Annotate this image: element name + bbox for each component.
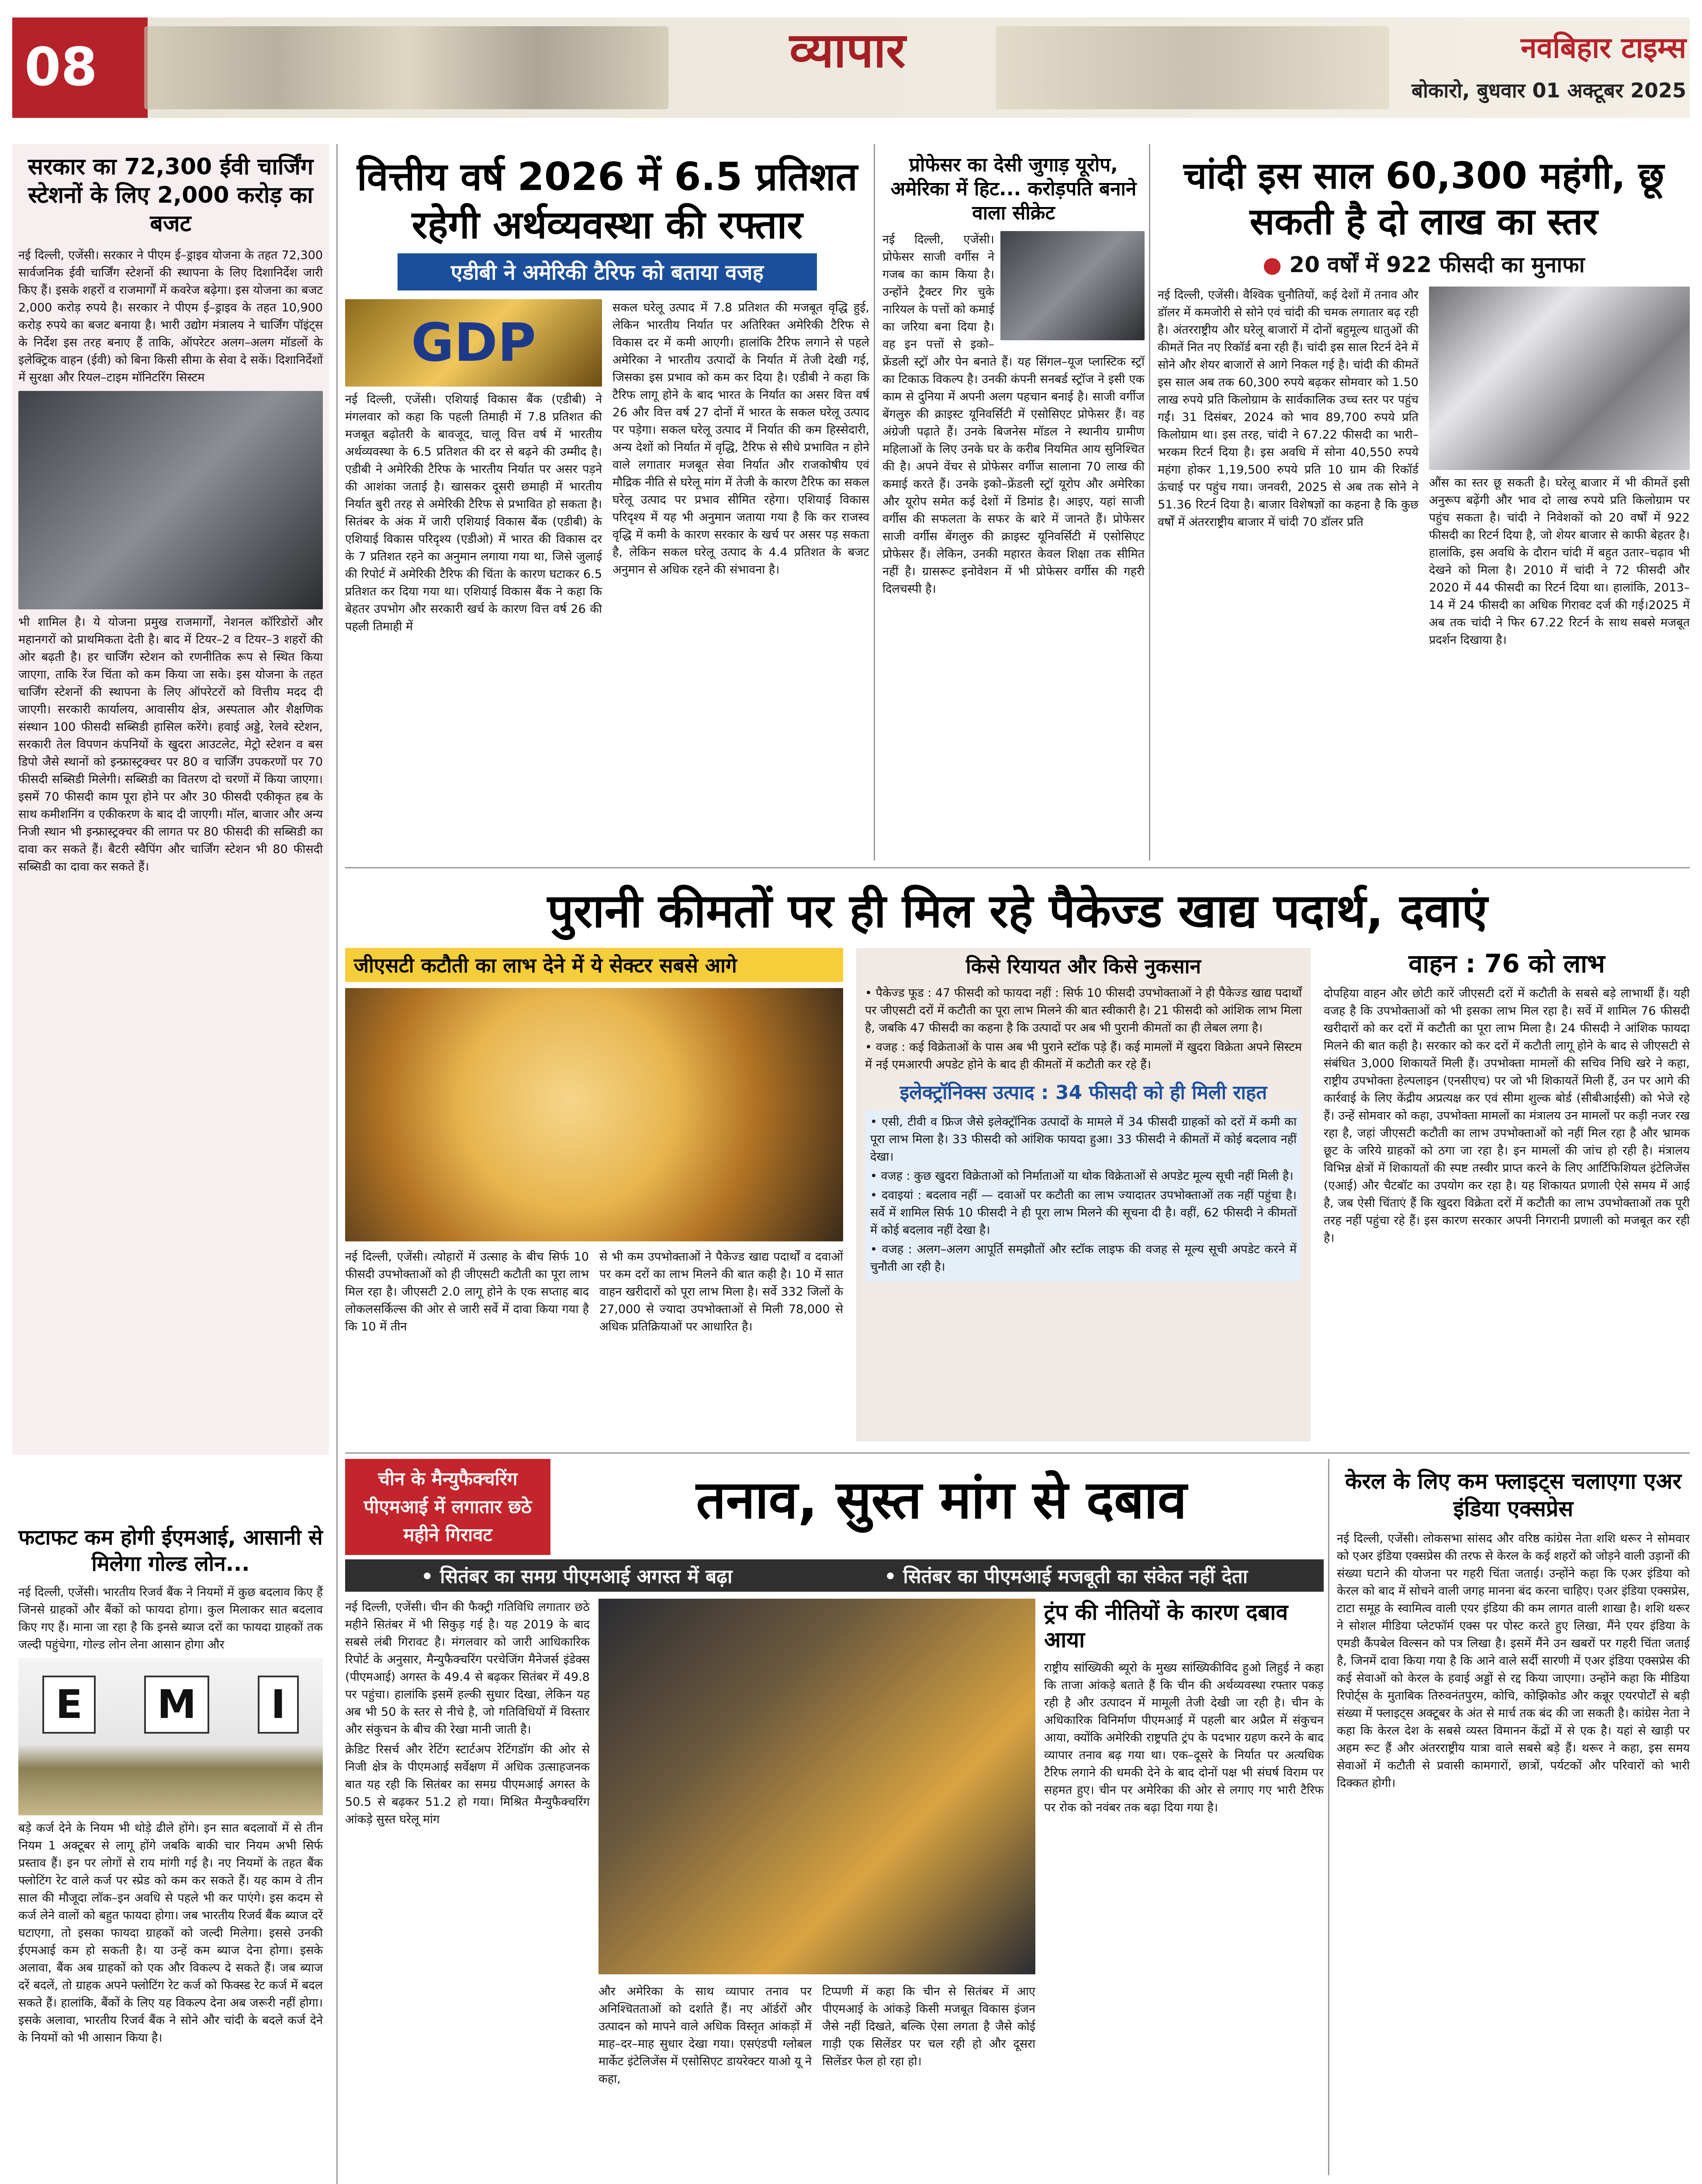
pmi-tag: चीन के मैन्युफैक्चरिंग पीएमआई में लगातार छठे महीने गिरावट [345, 1459, 550, 1555]
trump-box-title: ट्रंप की नीतियों के कारण दबाव आया [1044, 1600, 1288, 1652]
row-rule [345, 867, 1690, 868]
gdp-subhead: एडीबी ने अमेरिकी टैरिफ को बताया वजह [398, 253, 817, 290]
pmi-body-2: और अमेरिका के साथ व्यापार तनाव पर अनिश्चितताओं को दर्शाते हैं। नए ऑर्डरों और उत्पादन को मापने वाले अधिक विस्तृत आंकड़ों में माह–दर–माह सुधार देखा गया। एसएंडपी ग्लोबल मार्केट इंटेलिजेंस में एसोसिएट डायरेक्टर याओ यू ने कहा, [598, 1985, 812, 2086]
column-rule [336, 144, 338, 2184]
professor-body: नई दिल्ली, एजेंसी। प्रोफेसर साजी वर्गीस ने गजब का काम किया है। उन्होंने ट्रैक्टर गिर चुके नारियल के पत्तों को कमाई का जरिया बना दिया है। वह इन पत्तों से इको–फ्रेंडली स्ट्रॉ और पेन बनाते हैं। यह सिंगल–यूज प्लास्टिक स्ट्रॉ का टिकाऊ विकल्प है। उनकी कंपनी सनबर्ड स्ट्रॉज ने इसी एक काम से दुनिया में अपनी अलग पहचान बनाई है। साजी वर्गीज बेंगलुरु की क्राइस्ट यूनिवर्सिटी में एसोसिएट प्रोफेसर हैं। वह अंग्रेजी पढ़ाते हैं। उनके बिजनेस मॉडल ने स्थानीय ग्रामीण महिलाओं के लिए उनके घर के करीब नियमित आय सुनिश्चित की है। अपने वेंचर से प्रोफेसर वर्गीज सालाना 70 लाख की कमाई करते हैं। उनके इको–फ्रेंडली स्ट्रॉ यूरोप और अमेरिका और यूरोप समेत कई देशों में डिमांड है। आइए, यहां साजी वर्गीस की सफलता के सफर के बारे में जानते हैं। प्रोफेसर साजी वर्गीस बेंगलुरु की क्राइस्ट यूनिवर्सिटी में एसोसिएट प्रोफेसर हैं। लेकिन, उनकी महारत केवल शिक्षा तक सीमित नहीं है। ग्रासरूट इनोवेशन में भी प्रोफेसर वर्गीस की गहरी दिलचस्पी है। [882, 233, 1145, 596]
food-headline: पुरानी कीमतों पर ही मिल रहे पैकेज्ड खाद्य पदार्थ, दवाएं [547, 884, 1488, 938]
professor-article [882, 144, 1145, 860]
electronics-body-2: • वजह : कुछ खुदरा विक्रेताओं को निर्माताओं या थोक विक्रेताओं से अपडेट मूल्य सूची नहीं मिली है। [870, 1169, 1294, 1183]
food-article [345, 874, 1690, 1450]
ev-body-1: नई दिल्ली, एजेंसी। सरकार ने पीएम ई–ड्राइव योजना के तहत 72,300 सार्वजनिक ईवी चार्जिंग स्टेशनों की स्थापना के लिए दिशानिर्देश जारी किए हैं। इसके शहरों व राजमार्गों में कवरेज बढ़ेगा। इस योजना का बजट 2,000 करोड़ रुपये है। सरकार ने पीएम ई–ड्राइव के तहत 10,900 करोड़ रुपये का बजट बनाया है। भारी उद्योग मंत्रालय ने चार्जिंग पॉइंट्स के निर्देश इस तरह बनाए हैं ताकि, ऑपरेटर अलग–अलग मॉडलों के इलेक्ट्रिक वाहन (ईवी) को बिना किसी सीमा के सेवा दे सकें। दिशानिर्देशों में सुरक्षा और रियल–टाइम मॉनिटरिंग सिस्टम [18, 249, 323, 384]
gdp-body-1: नई दिल्ली, एजेंसी। एशियाई विकास बैंक (एडीबी) ने मंगलवार को कहा कि पहली तिमाही में 7.8 प्रतिशत की मजबूत बढ़ोतरी के बावजूद, चालू वित्त वर्ष में भारतीय अर्थव्यवस्था के 6.5 प्रतिशत की दर से बढ़ने की उम्मीद है। एडीबी ने अमेरिकी टैरिफ के भारतीय निर्यात पर असर पड़ने की आशंका जताई है। खासकर दूसरी छमाही में भारतीय निर्यात बुरी तरह से अमेरिकी टैरिफ से प्रभावित हो सकता है। सितंबर के अंक में जारी एशियाई विकास बैंक (एडीबी) के एशियाई विकास परिदृश्य (एडीओ) में भारत की विकास दर के 7 प्रतिशत रहने का अनुमान लगाया गया था, जिसे जुलाई की रिपोर्ट में अमेरिकी टैरिफ की चिंता के कारण घटाकर 6.5 प्रतिशत कर दिया गया था। एशियाई विकास बैंक ने कहा कि बेहतर उपभोग और सरकारी खर्च के कारण वित्त वर्ष 26 की पहली तिमाही में [345, 393, 602, 633]
ev-body-2: भी शामिल है। ये योजना प्रमुख राजमार्गों, नेशनल कॉरिडोरों और महानगरों को प्राथमिकता देती है। बाद में टियर–2 व टियर–3 शहरों की ओर बढ़ती है। हर चार्जिंग स्टेशन को रणनीतिक रूप से स्थित किया जाएगा, ताकि रेंज चिंता को कम किया जा सके। इस योजना के तहत चार्जिंग स्टेशनों की स्थापना के लिए ऑपरेटरों को वित्तीय मदद दी जाएगी। सरकारी कार्यालय, आवासीय क्षेत्र, अस्पताल और शैक्षणिक संस्थान 100 फीसदी सब्सिडी हासिल करेंगे। हवाई अड्डे, रेलवे स्टेशन, सरकारी तेल विपणन कंपनियों के खुदरा आउटलेट, मेट्रो स्टेशन व बस डिपो जैसे स्थानों को इन्फ्रास्ट्रक्चर पर 80 व चार्जिंग उपकरणों पर 70 फीसदी सब्सिडी मिलेगी। सब्सिडी का वितरण दो चरणों में किया जाएगा। इसमें 70 फीसदी काम पूरा होने पर और 30 फीसदी एकीकृत हब के साथ कमीशनिंग व एकीकरण के बाद दी जाएगी। मॉल, बाजार और अन्य निजी स्थान भी इन्फ्रास्ट्रक्चर की लागत पर 80 फीसदी की सब्सिडी का दावा कर सकते हैं। बैटरी स्वैपिंग और चार्जिंग स्टेशन भी 80 फीसदी सब्सिडी का दावा कर सकते हैं। [18, 615, 323, 874]
column-rule [1328, 1459, 1329, 2175]
pmi-subhead-2: • सितंबर का पीएमआई मजबूती का संकेत नहीं देता [884, 1565, 1248, 1588]
silver-body-1: नई दिल्ली, एजेंसी। वैश्विक चुनौतियों, कई देशों में तनाव और डॉलर में कमजोरी से सोने एवं चांदी की चमक लगातार बढ़ रही है। अंतरराष्ट्रीय और घरेलू बाजारों में दोनों बहुमूल्य धातुओं की कीमतें नित नए रिकॉर्ड बना रही हैं। चांदी इस साल रिटर्न देने में सोने और शेयर बाजारों से आगे निकल गई है। चांदी की कीमतें इस साल अब तक 60,300 रुपये बढ़कर सोमवार को 1.50 लाख रुपये प्रति किलोग्राम के सार्वकालिक उच्च स्तर पर पहुंच गईं। 31 दिसंबर, 2024 को भाव 89,700 रुपये प्रति किलोग्राम था। इस तरह, चांदी ने 67.22 फीसदी का भारी–भरकम रिटर्न दिया है। इस अवधि में सोना 40,550 रुपये महंगा होकर 1,19,500 रुपये प्रति 10 ग्राम की रिकॉर्ड ऊंचाई पर पहुंच गया। जनवरी, 2025 से अब तक सोने ने 51.36 रिटर्न दिया है। बाजार विशेषज्ञों का कहना है कि कुछ वर्षों में अंतरराष्ट्रीय बाजार में चांदी 70 डॉलर प्रति [1158, 288, 1418, 529]
gdp-headline: वित्तीय वर्ष 2026 में 6.5 प्रतिशत रहेगी अर्थव्यवस्था की रफ्तार [357, 154, 858, 247]
silver-subhead-text: 20 वर्षों में 922 फीसदी का मुनाफा [1289, 252, 1585, 277]
factory-photo [598, 1599, 1035, 1974]
emi-body-1: नई दिल्ली, एजेंसी। भारतीय रिजर्व बैंक ने नियमों में कुछ बदलाव किए हैं जिनसे ग्राहकों और बैंकों को फायदा होगा। कुल मिलाकर सात बदलाव किए गए हैं। माना जा रहा है कि इनसे ब्याज दरों का फायदा ग्राहकों तक जल्दी पहुंचेगा, गोल्ड लोन लेना आसान होगा और [18, 1586, 323, 1652]
page-number: 08 [24, 37, 97, 98]
medicines-body-1: • दवाइयां : बदलाव नहीं — दवाओं पर कटौती का लाभ ज्यादातर उपभोक्ताओं तक नहीं पहुंचा है। सर्वे में शामिल सिर्फ 10 फीसदी ने ही पूरा लाभ मिलने की सूचना दी है। वहीं, 62 फीसदी ने कीमतों में कोई बदलाव नहीं देखा है। [870, 1188, 1297, 1237]
emi-headline: फटाफट कम होगी ईएमआई, आसानी से मिलेगा गोल्ड लोन... [18, 1525, 323, 1576]
electronics-title: इलेक्ट्रॉनिक्स उत्पाद : 34 फीसदी को ही मिली राहत [899, 1081, 1267, 1104]
food-concession-box [856, 948, 1311, 1441]
gdp-image-text: GDP [411, 312, 536, 373]
emi-coins-photo [18, 1658, 323, 1815]
pmi-body-1: नई दिल्ली, एजेंसी। चीन की फैक्ट्री गतिविधि लगातार छठे महीने सितंबर में भी सिकुड़ गई है। यह 2019 के बाद सबसे लंबी गिरावट है। मंगलवार को जारी आधिकारिक रिपोर्ट के अनुसार, मैन्युफैक्चरिंग परचेजिंग मैनेजर्स इंडेक्स (पीएमआई) अगस्त के 49.4 से बढ़कर सितंबर में 49.8 पर पहुंचा। हालांकि इसमें हल्की सुधार दिखा, लेकिन यह अब भी 50 के स्तर से नीचे है, जो गतिविधियों में विस्तार और संकुचन के बीच की रेखा मानी जाती है। [345, 1600, 590, 1736]
red-dot-icon: ● [1263, 252, 1282, 277]
silver-photo [1429, 287, 1690, 470]
ev-charging-photo [18, 391, 323, 609]
food-subhead: जीएसटी कटौती का लाभ देने में ये सेक्टर सबसे आगे [345, 948, 843, 982]
ev-article [12, 144, 329, 1455]
pmi-subhead-band [345, 1559, 1324, 1592]
noodles-photo [345, 988, 843, 1241]
header-decorative-image [144, 26, 668, 109]
pmi-body-1b: क्रेडिट रिसर्च और रेटिंग स्टार्टअप रेटिंगडॉग की ओर से निजी क्षेत्र के पीएमआई सर्वेक्षण में अधिक उत्साहजनक बात यह रही कि सितंबर का समग्र पीएमआई अगस्त के 50.5 से बढ़कर 51.2 हो गया। मिश्रित मैन्युफैक्चरिंग आंकड़े सुस्त घरेलू मांग [345, 1743, 590, 1826]
section-title: व्यापार [789, 22, 906, 78]
silver-headline: चांदी इस साल 60,300 महंगी, छू सकती है दो लाख का स्तर [1183, 154, 1664, 243]
silver-body-2: औंस का स्तर छू सकती है। घरेलू बाजार में भी कीमतें इसी अनुरूप बढ़ेंगी और भाव दो लाख रुपये प्रति किलोग्राम पर पहुंच सकता है। चांदी ने निवेशकों को 20 वर्षों में 922 फीसदी का रिटर्न दिया है, जो शेयर बाजार से काफी बेहतर है। हालांकि, इस अवधि के दौरान चांदी में बहुत उतार–चढ़ाव भी देखने को मिला है। 2010 में चांदी ने 72 फीसदी और 2020 में 44 फीसदी का रिटर्न दिया था। हालांकि, 2013–14 में 24 फीसदी का अधिक गिरावट दर्ज की गई।2025 में अब तक चांदी ने फिर 67.22 रिटर्न के साथ सबसे मजबूत प्रदर्शन दिखाया है। [1429, 476, 1690, 647]
trump-box-body: राष्ट्रीय सांख्यिकी ब्यूरो के मुख्य सांख्यिकीविद हुओ लिहुई ने कहा कि ताजा आंकड़े बताते हैं कि चीन की अर्थव्यवस्था रफ्तार पकड़ रही है और उत्पादन में मामूली तेजी देखी जा रही है। चीन के अधिकारिक विनिर्माण पीएमआई में पहली बार अप्रैल में संकुचन आया, क्योंकि अमेरिकी राष्ट्रपति ट्रंप के पदभार ग्रहण करने के बाद व्यापार तनाव बढ़ गया था। एक–दूसरे के निर्यात पर अत्यधिक टैरिफ लगाने की धमकी देने के बाद दोनों पक्ष भी संघर्ष विराम पर सहमत हुए। चीन पर अमेरिका की ओर से लगाए गए भारी टैरिफ पर रोक को नवंबर तक बढ़ा दिया गया है। [1044, 1661, 1324, 1814]
emi-letter-i: I [258, 1676, 299, 1734]
vehicle-title: वाहन : 76 को लाभ [1408, 949, 1605, 978]
kerala-body: नई दिल्ली, एजेंसी। लोकसभा सांसद और वरिष्ठ कांग्रेस नेता शशि थरूर ने सोमवार को एअर इंडिया एक्सप्रेस की तरफ से केरल के कई शहरों को जोड़ने वाली उड़ानों की संख्या घटाने की योजना पर गहरी चिंता जताई। उन्होंने कहा कि एअर इंडिया को केरल को बाद में सोचने वाली जगह मानना बंद करना चाहिए। एअर इंडिया एक्सप्रेस, टाटा समूह के स्वामित्व वाली एयर इंडिया की कम लागत वाली शाखा है। शशि थरूर ने सोशल मीडिया प्लेटफॉर्म एक्स पर पोस्ट करते हुए लिखा, मैंने एयर इंडिया के एमडी कैंपबेल विल्सन को पत्र लिखा है। इसमें मैंने उन खबरों पर गहरी चिंता जताई है, जिनमें दावा किया गया है कि आने वाले सर्दी सारणी में एअर इंडिया एक्सप्रेस की कई सेवाओं को केरल के हवाई अड्डों से रद्द किया जाएगा। उन्होंने कहा कि मीडिया रिपोर्ट्स के मुताबिक तिरुवनंतपुरम, कोचि, कोझिकोड और कन्नूर एयरपोर्टों से बड़ी संख्या में फ्लाइट्स अक्टूबर के अंत से मार्च तक बंद की जा सकती है। कांग्रेस नेता ने कहा कि केरल देश के सबसे व्यस्त विमानन केंद्रों में से एक है। यहां से खाड़ी पर अहम रूट हैं और अंतरराष्ट्रीय यात्रा वाले सबसे बड़े हैं। थरूर ने कहा, इस समय सेवाओं में कटौती से प्रवासी कामगारों, छात्रों, पर्यटकों और परिवारों को भारी दिक्कत होगी। [1337, 1532, 1690, 1790]
pmi-article [345, 1459, 1324, 2184]
food-box-title: किसे रियायत और किसे नुकसान [965, 954, 1201, 978]
food-box-reason: • वजह : कई विक्रेताओं के पास अब भी पुराने स्टॉक पड़े हैं। कई मामलों में खुदरा विक्रेता अपने सिस्टम में नई एमआरपी अपडेट होने के बाद ही कीमतों में कटौती कर रहे हैं। [865, 1040, 1302, 1071]
pmi-headline: तनाव, सुस्त मांग से दबाव [696, 1470, 1187, 1531]
newspaper-brand: नवबिहार टाइम्स [1520, 31, 1686, 65]
kerala-article [1337, 1459, 1690, 2184]
kerala-headline: केरल के लिए कम फ्लाइट्स चलाएगा एअर इंडिया एक्सप्रेस [1345, 1469, 1681, 1521]
column-rule [874, 144, 875, 860]
gdp-photo [345, 299, 602, 387]
edition-date: बोकारो, बुधवार 01 अक्टूबर 2025 [1411, 79, 1686, 102]
food-body-2: से भी कम उपभोक्ताओं ने पैकेज्ड खाद्य पदार्थों व दवाओं पर कम दरों का लाभ मिलने की बात कही है। 10 में सात वाहन खरीदारों को पूरा लाभ मिला है। सर्वे 332 जिलों के 27,000 से ज्यादा उपभोक्ताओं से मिली 78,000 से अधिक प्रतिक्रियाओं पर आधारित है। [599, 1250, 843, 1334]
emi-body-2: बड़े कर्ज देने के नियम भी थोड़े ढीले होंगे। इन सात बदलावों में से तीन नियम 1 अक्टूबर से लागू होंगे जबकि बाकी चार नियम अभी सिर्फ प्रस्ताव हैं। इन पर लोगों से राय मांगी गई है। नए नियमों के तहत बैंक फ्लोटिंग रेट वाले कर्ज पर स्प्रेड को कम कर सकते हैं। यह काम वे तीन साल की मौजूदा लॉक–इन अवधि से पहले भी कर पाएंगे। इस कदम से कर्ज लेने वालों को बहुत फायदा होगा। जब भारतीय रिजर्व बैंक ब्याज दरें घटाएगा, तो इसका फायदा ग्राहकों को जल्दी मिलेगा। इससे उनकी ईएमआई कम हो सकती है। या उन्हें कम ब्याज देना होगा। इसके अलावा, बैंक अब ग्राहकों को एक और विकल्प दे सकते हैं। जब ब्याज दरें बदलें, तो ग्राहक अपने फ्लोटिंग रेट कर्ज को फिक्स्ड रेट कर्ज में बदल सकते हैं। हालांकि, बैंकों के लिए यह विकल्प देना अब जरूरी नहीं होगा। इसके अलावा, भारतीय रिजर्व बैंक ने सोने और चांदी के बदले कर्ज देने के नियमों को भी आसान किया है। [18, 1821, 323, 2045]
food-box-packaged: • पैकेज्ड फूड : 47 फीसदी को फायदा नहीं : सिर्फ 10 फीसदी उपभोक्ताओं ने ही पैकेज्ड खाद्य पदार्थों पर जीएसटी दरों में कटौती का पूरा लाभ मिलने की बात स्वीकारी है। 21 फीसदी को आंशिक लाभ मिला है, जबकि 47 फीसदी का कहना है कि उत्पादों पर अब भी पुरानी कीमतों का ही लेबल लगा है। [865, 986, 1302, 1035]
header-decorative-image-right [996, 26, 1389, 109]
emi-letter-e: E [42, 1676, 95, 1734]
ev-headline: सरकार का 72,300 ईवी चार्जिंग स्टेशनों के लिए 2,000 करोड़ का बजट [28, 154, 314, 237]
silver-subhead [1158, 249, 1690, 279]
emi-letter-m: M [144, 1676, 210, 1734]
professor-photo [1000, 231, 1145, 340]
column-rule [1149, 144, 1150, 860]
emi-article [12, 1520, 329, 2184]
pmi-body-3: टिप्पणी में कहा कि चीन से सितंबर में आए पीएमआई के आंकड़े किसी मजबूत विकास इंजन जैसे नहीं दिखते, बल्कि ऐसा लगता है जैसे कोई गाड़ी एक सिलेंडर पर चल रही हो और दूसरा सिलेंडर फेल हो रहा हो। [822, 1985, 1035, 2068]
electronics-body-1: • एसी, टीवी व फ्रिज जैसे इलेक्ट्रॉनिक उत्पादों के मामले में 34 फीसदी ग्राहकों को दरों में कमी का पूरा लाभ मिला है। 33 फीसदी को आंशिक फायदा हुआ। 33 फीसदी ने कीमतों में कोई बदलाव नहीं देखा। [870, 1115, 1297, 1164]
gdp-body-2: सकल घरेलू उत्पाद में 7.8 प्रतिशत की मजबूत वृद्धि हुई, लेकिन भारतीय निर्यात पर अतिरिक्त अमेरिकी टैरिफ से विकास दर में कमी आएगी। हालांकि टैरिफ लगाने से पहले अमेरिका ने भारतीय उत्पादों के निर्यात में तेजी देखी गई, जिसका इस प्रभाव को कम कर दिया है। एडीबी ने कहा कि टैरिफ लागू होने के बाद भारत के निर्यात का असर वित्त वर्ष 26 और वित्त वर्ष 27 दोनों में भारत के सकल घरेलू उत्पाद पर पड़ेगा। सकल घरेलू उत्पाद में निर्यात की कम हिस्सेदारी, अन्य देशों को निर्यात में वृद्धि, टैरिफ से सीधे प्रभावित न होने वाले लगातार मजबूत सेवा निर्यात और राजकोषीय एवं मौद्रिक नीति से घरेलू मांग में तेजी के कारण टैरिफ का सकल घरेलू उत्पाद पर प्रभाव सीमित रहेगा। एशियाई विकास परिदृश्य में यह भी अनुमान जताया गया है कि कर राजस्व वृद्धि में कमी के कारण सरकार के खर्च पर असर पड़ सकता है, लेकिन सकल घरेलू उत्पाद के 4.4 प्रतिशत के बजट अनुमान से अधिक रहने की संभावना है। [612, 301, 869, 577]
vehicle-body: दोपहिया वाहन और छोटी कारें जीएसटी दरों में कटौती के सबसे बड़े लाभार्थी हैं। यही वजह है कि उपभोक्ताओं को भी इसका लाभ मिल रहा है। सर्वे में शामिल 76 फीसदी खरीदारों को कर दरों में कटौती का पूरा लाभ मिला है। 24 फीसदी ने आंशिक फायदा मिलने की बात कही है। सरकार को कर दरों में कटौती लागू होने के बाद से जीएसटी से संबंधित 3,000 शिकायतें मिली हैं। उपभोक्ता मामलों की सचिव निधि खरे ने कहा, राष्ट्रीय उपभोक्ता हेल्पलाइन (एनसीएच) पर जो भी शिकायतें मिली हैं, उन पर आगे की कार्रवाई के लिए केंद्रीय अप्रत्यक्ष कर एवं सीमा शुल्क बोर्ड (सीबीआईसी) को भेजे रहे हैं। उन्हें सोमवार को कहा, उपभोक्ता मामलों का मंत्रालय उन मामलों पर कड़ी नजर रख रहा है, जहां जीएसटी कटौती का लाभ उपभोक्ताओं को नहीं मिल रहा है और भ्रामक छूट के जरिये ग्राहकों को ठगा जा रहा है। इन मामलों की जांच हो रही है। मंत्रालय विभिन्न क्षेत्रों में शिकायतों की स्पष्ट तस्वीर प्राप्त करने के लिए आर्टिफिशियल इंटेलिजेंस (एआई) और चैटबॉट का उपयोग कर रहा है। यह शिकायत प्रणाली ऐसे समय में आई है, जब ऐसी चिंताएं हैं कि खुदरा विक्रेता दरों में कटौती का लाभ उपभोक्ताओं तक पूरी तरह नहीं पहुंचा रहे हैं। इस कारण सरकार अपनी निगरानी प्रणाली को मजबूत कर रही है। [1324, 986, 1690, 1245]
medicines-body-2: • वजह : अलग–अलग आपूर्ति समझौतों और स्टॉक लाइफ की वजह से मूल्य सूची अपडेट करने में चुनौती आ रही है। [870, 1242, 1297, 1274]
vehicle-box [1324, 948, 1690, 1441]
food-body-1: नई दिल्ली, एजेंसी। त्योहारों में उत्साह के बीच सिर्फ 10 फीसदी उपभोक्ताओं को ही जीएसटी कटौती का पूरा लाभ मिल रहा है। जीएसटी 2.0 लागू होने के एक सप्ताह बाद लोकलसर्किल्स की ओर से जारी सर्वे में दावा किया गया है कि 10 में तीन [345, 1250, 589, 1334]
pmi-subhead-1: • सितंबर का समग्र पीएमआई अगस्त में बढ़ा [421, 1565, 733, 1588]
row-rule [345, 1452, 1690, 1454]
gdp-article [345, 144, 869, 878]
silver-article [1158, 144, 1690, 860]
professor-headline: प्रोफेसर का देसी जुगाड़ यूरोप, अमेरिका में हिट... करोड़पति बनाने वाला सीक्रेट [890, 154, 1137, 224]
